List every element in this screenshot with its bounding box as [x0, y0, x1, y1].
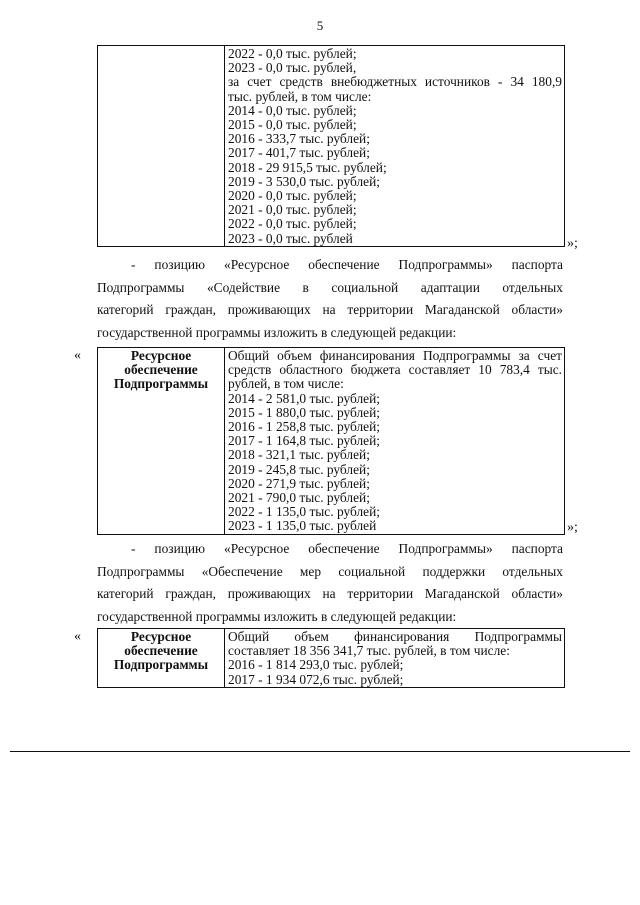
page-bottom-rule	[10, 751, 630, 752]
year-line: 2019 - 3 530,0 тыс. рублей;	[228, 173, 380, 189]
year-line: 2020 - 271,9 тыс. рублей;	[228, 475, 370, 491]
paragraph-line: категорий граждан, проживающих на территории Магаданской области»	[97, 586, 563, 601]
year-line: 2014 - 0,0 тыс. рублей;	[228, 102, 357, 118]
year-line: 2022 - 0,0 тыс. рублей;	[228, 216, 357, 232]
year-line: 2022 - 1 135,0 тыс. рублей;	[228, 504, 380, 520]
year-line: 2014 - 2 581,0 тыс. рублей;	[228, 390, 380, 406]
value-cell	[225, 629, 565, 688]
year-line: 2018 - 321,1 тыс. рублей;	[228, 447, 370, 463]
year-line: 2015 - 0,0 тыс. рублей;	[228, 117, 357, 133]
label-line: обеспечение	[124, 643, 198, 658]
intro-line: составляет 18 356 341,7 тыс. рублей, в том числе:	[228, 643, 510, 659]
year-line: 2023 - 1 135,0 тыс. рублей	[228, 518, 377, 534]
paragraph-line: Подпрограммы «Содействие в социальной адаптации отдельных	[97, 279, 563, 295]
year-line: 2015 - 1 880,0 тыс. рублей;	[228, 404, 380, 420]
year-line: 2016 - 1 814 293,0 тыс. рублей;	[228, 657, 404, 673]
year-line: 2017 - 401,7 тыс. рублей;	[228, 145, 370, 161]
intro-line: средств областного бюджета составляет 10 783,4 тыс.	[228, 362, 562, 378]
instruction-paragraph	[97, 538, 563, 628]
paragraph-line: - позицию «Ресурсное обеспечение Подпрограммы» паспорта	[131, 257, 563, 272]
intro-line: рублей, в том числе:	[228, 376, 344, 392]
year-line: 2016 - 333,7 тыс. рублей;	[228, 131, 370, 147]
paragraph-line: Подпрограммы «Обеспечение мер социальной поддержки отдельных	[97, 563, 563, 579]
label-cell-empty	[98, 46, 225, 247]
value-cell	[225, 348, 565, 535]
intro-line: Общий объем финансирования Подпрограммы	[228, 629, 562, 644]
opening-quote: «	[74, 629, 81, 644]
paragraph-line: категорий граждан, проживающих на территории Магаданской области»	[97, 302, 563, 317]
extrabudget-line: тыс. рублей, в том числе:	[228, 88, 372, 104]
instruction-paragraph	[97, 254, 563, 344]
year-line: 2017 - 1 164,8 тыс. рублей;	[228, 433, 380, 449]
label-cell	[98, 629, 225, 688]
year-line: 2019 - 245,8 тыс. рублей;	[228, 461, 370, 477]
resources-table-adaptation	[97, 347, 565, 535]
extrabudget-line: за счет средств внебюджетных источников - 34 180,9	[228, 74, 562, 90]
label-line: Ресурсное	[130, 348, 192, 363]
paragraph-line: - позицию «Ресурсное обеспечение Подпрограммы» паспорта	[131, 541, 563, 556]
year-line: 2017 - 1 934 072,6 тыс. рублей;	[228, 671, 404, 687]
label-line: Подпрограммы	[113, 657, 209, 672]
page-number: 5	[316, 18, 324, 33]
label-line: обеспечение	[124, 362, 198, 377]
closing-quote: »;	[567, 236, 578, 251]
year-line: 2023 - 0,0 тыс. рублей,	[228, 60, 357, 76]
closing-quote: »;	[567, 520, 578, 535]
year-line: 2021 - 0,0 тыс. рублей;	[228, 202, 357, 218]
year-line: 2018 - 29 915,5 тыс. рублей;	[228, 159, 387, 175]
intro-line: Общий объем финансирования Подпрограммы за счет	[228, 348, 562, 363]
resources-table-continued	[97, 45, 565, 247]
paragraph-line: государственной программы изложить в следующей редакции:	[97, 324, 457, 340]
label-line: Ресурсное	[130, 629, 192, 644]
resources-table-social-support	[97, 628, 565, 688]
year-line: 2016 - 1 258,8 тыс. рублей;	[228, 419, 380, 435]
year-line: 2021 - 790,0 тыс. рублей;	[228, 490, 370, 506]
year-line: 2022 - 0,0 тыс. рублей;	[228, 46, 357, 61]
label-line: Подпрограммы	[113, 376, 209, 391]
label-cell	[98, 348, 225, 535]
year-line: 2020 - 0,0 тыс. рублей;	[228, 188, 357, 204]
opening-quote: «	[74, 348, 81, 363]
value-cell	[225, 46, 565, 247]
year-line: 2023 - 0,0 тыс. рублей	[228, 230, 353, 246]
paragraph-line: государственной программы изложить в следующей редакции:	[97, 608, 457, 624]
